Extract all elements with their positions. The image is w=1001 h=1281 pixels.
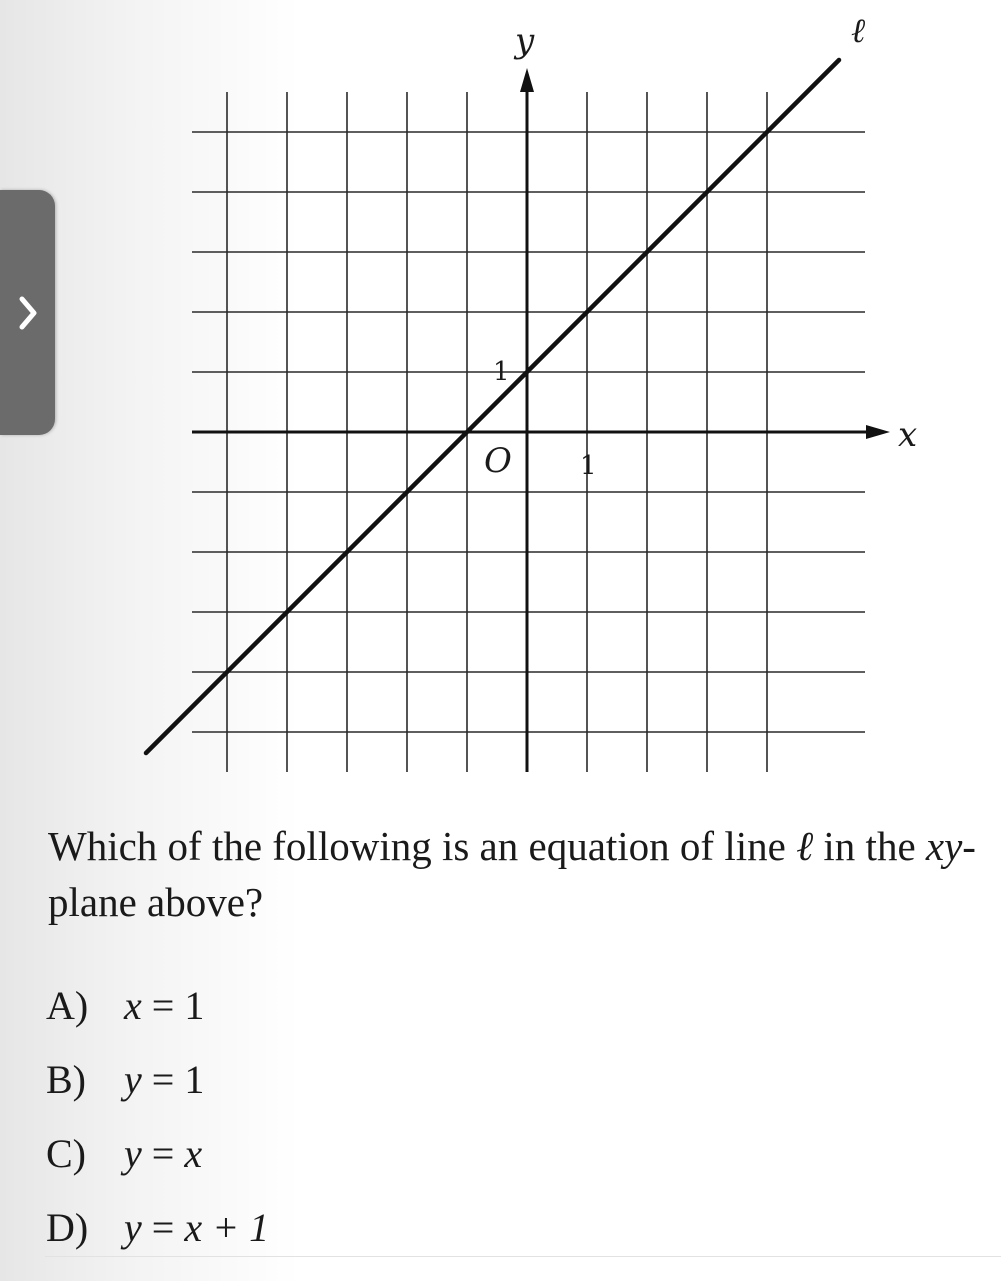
y-axis-arrow bbox=[520, 68, 534, 92]
line-symbol: ℓ bbox=[796, 823, 814, 869]
choice-expression: y = x + 1 bbox=[124, 1204, 270, 1250]
choice-letter: C) bbox=[46, 1130, 86, 1176]
question-part: Which of the following is an equation of line bbox=[48, 823, 797, 869]
x-axis-arrow bbox=[866, 425, 890, 439]
question-part: in the bbox=[813, 823, 926, 869]
choice-letter: B) bbox=[46, 1056, 86, 1102]
choice-letter: D) bbox=[46, 1204, 89, 1250]
y-axis-label: y bbox=[515, 21, 535, 61]
choice-letter: A) bbox=[46, 982, 89, 1028]
plane-variable: xy bbox=[925, 823, 963, 869]
choice-b[interactable] bbox=[46, 1042, 269, 1116]
divider bbox=[45, 1256, 1001, 1257]
line-label: ℓ bbox=[851, 11, 866, 51]
choice-expression: x = 1 bbox=[124, 982, 205, 1028]
choice-expression: y = 1 bbox=[124, 1056, 205, 1102]
x-tick-label: 1 bbox=[580, 451, 597, 481]
graph-labels bbox=[484, 11, 917, 481]
axes bbox=[192, 68, 890, 772]
question-text bbox=[48, 818, 998, 930]
y-tick-label: 1 bbox=[493, 357, 510, 387]
choice-a[interactable] bbox=[46, 968, 269, 1042]
question-part: -plane above? bbox=[48, 823, 976, 925]
x-axis-label: x bbox=[898, 415, 918, 455]
choice-c[interactable] bbox=[46, 1116, 269, 1190]
choice-d[interactable] bbox=[46, 1190, 269, 1264]
plot-line bbox=[146, 60, 839, 753]
origin-label: O bbox=[484, 441, 512, 481]
choice-expression: y = x bbox=[124, 1130, 203, 1176]
line-l bbox=[146, 60, 839, 753]
answer-choices bbox=[46, 968, 269, 1264]
